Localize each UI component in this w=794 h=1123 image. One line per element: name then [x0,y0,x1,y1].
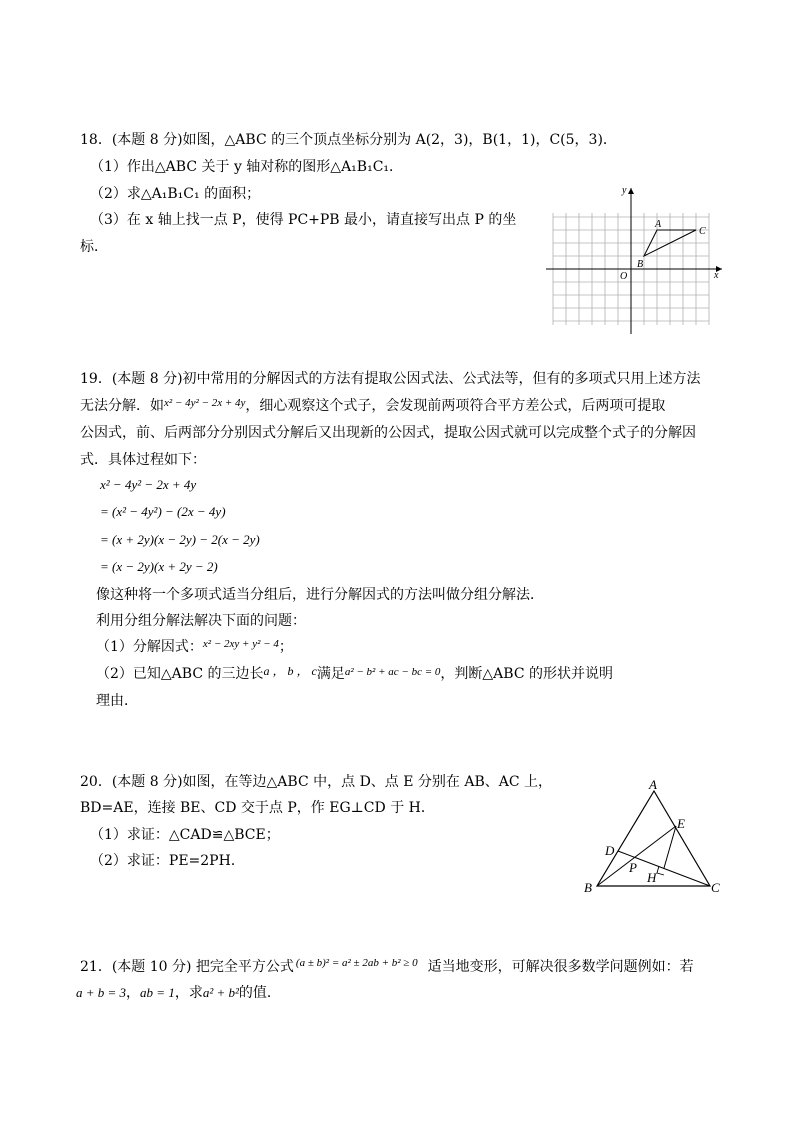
q19-step2: = (x² − 4y²) − (2x − 4y) [100,504,226,519]
q19-line2 [80,397,665,416]
origin-label: O [620,271,628,282]
q19-part2-expression: a² − b² + ac − bc = 0 [344,666,441,678]
segment-eh [664,826,676,868]
vertex-c-label: C [711,880,720,895]
q19-note2: 利用分组分解法解决下面的问题： [96,613,306,629]
q20-triangle-figure [580,776,730,900]
q21-condition-product: ab = 1 [140,985,175,1000]
q20-part1: （1）求证：△CAD≌△BCE； [90,827,280,843]
q20-line1: 20．(本题 8 分)如图，在等边△ABC 中，点 D、点 E 分别在 AB、AC 上， [80,774,553,790]
q21-line1 [80,958,694,977]
q19-part1-text: （1）分解因式： [96,639,203,655]
q19-step4: = (x − 2y)(x + 2y − 2) [100,559,218,574]
q19-part2-text-b: 满足 [316,666,345,682]
point-b-label: B [637,259,644,270]
q19-part2-line2: 理由． [96,693,138,709]
q19-part2 [96,665,613,684]
q20-part2: （2）求证：PE=2PH． [90,853,245,869]
q21-separator: ， [126,985,141,1001]
q19-line2-text-a: 无法分解．如 [80,398,164,414]
q21-line1-text-b: 适当地变形，可解决很多数学问题例如：若 [427,959,694,975]
q21-line2 [76,984,281,1002]
q19-part2-variables: a ， b ， c [263,664,317,678]
q19-part1-expression: x² − 2xy + y² − 4 [202,638,279,650]
q19-step1: x² − 4y² − 2x + 4y [100,477,197,492]
x-axis-label: x [714,270,719,281]
y-axis-arrow [628,188,634,194]
vertex-a-label: A [649,777,657,792]
q21-condition-sum: a + b = 3 [76,985,127,1000]
q19-part2-text-a: （2）已知△ABC 的三边长 [96,666,264,682]
q18-intro: 18．(本题 8 分)如图，△ABC 的三个顶点坐标分别为 A(2，3)，B(1，1)，C(5，3)． [80,132,617,148]
q18-part3-line1: （3）在 x 轴上找一点 P，使得 PC+PB 最小，请直接写出点 P 的坐 [90,212,517,228]
q21-target-expression: a² + b² [202,985,239,1000]
q19-step3: = (x + 2y)(x − 2y) − 2(x − 2y) [100,532,260,547]
q19-line2-text-b: ，细心观察这个式子，会发现前两项符合平方差公式，后两项可提取 [245,398,666,414]
q19-part1-end: ； [278,639,293,655]
q18-part2: （2）求△A₁B₁C₁ 的面积； [90,186,261,202]
point-d-label: D [605,843,615,858]
q19-line4: 式．具体过程如下： [80,452,206,468]
q19-part2-text-c: ，判断△ABC 的形状并说明 [440,666,613,682]
point-e-label: E [677,816,685,831]
point-c-label: C [699,226,706,237]
q20-line2: BD=AE，连接 BE、CD 交于点 P，作 EG⊥CD 于 H． [80,800,435,816]
q21-line2-text-a: ，求 [174,985,203,1001]
point-p-label: P [629,860,637,875]
q18-part3-line2: 标． [80,239,108,255]
q21-line1-text-a: 21．(本题 10 分) 把完全平方公式 [80,959,294,975]
point-a-label: A [655,219,662,230]
point-h-label: H [647,870,657,885]
q19-line1: 19．(本题 8 分)初中常用的分解因式的方法有提取公因式法、公式法等，但有的多项式只用上述方法 [80,371,701,387]
q19-note1: 像这种将一个多项式适当分组后，进行分解因式的方法叫做分组分解法． [96,587,544,603]
q18-coordinate-figure [540,184,730,344]
q21-formula: (a ± b)² = a² ± 2ab + b² ≥ 0 [295,957,418,969]
y-axis-label: y [622,185,627,196]
q19-part1 [96,638,293,657]
q18-part1: （1）作出△ABC 关于 y 轴对称的图形△A₁B₁C₁． [90,159,404,175]
q21-line2-text-b: 的值． [238,985,281,1001]
q19-line2-expression: x² − 4y² − 2x + 4y [164,397,246,409]
q19-line3: 公因式，前、后两部分分别因式分解后又出现新的公因式，提取公因式就可以完成整个式子的分解因 [80,425,696,441]
vertex-b-label: B [584,880,592,895]
